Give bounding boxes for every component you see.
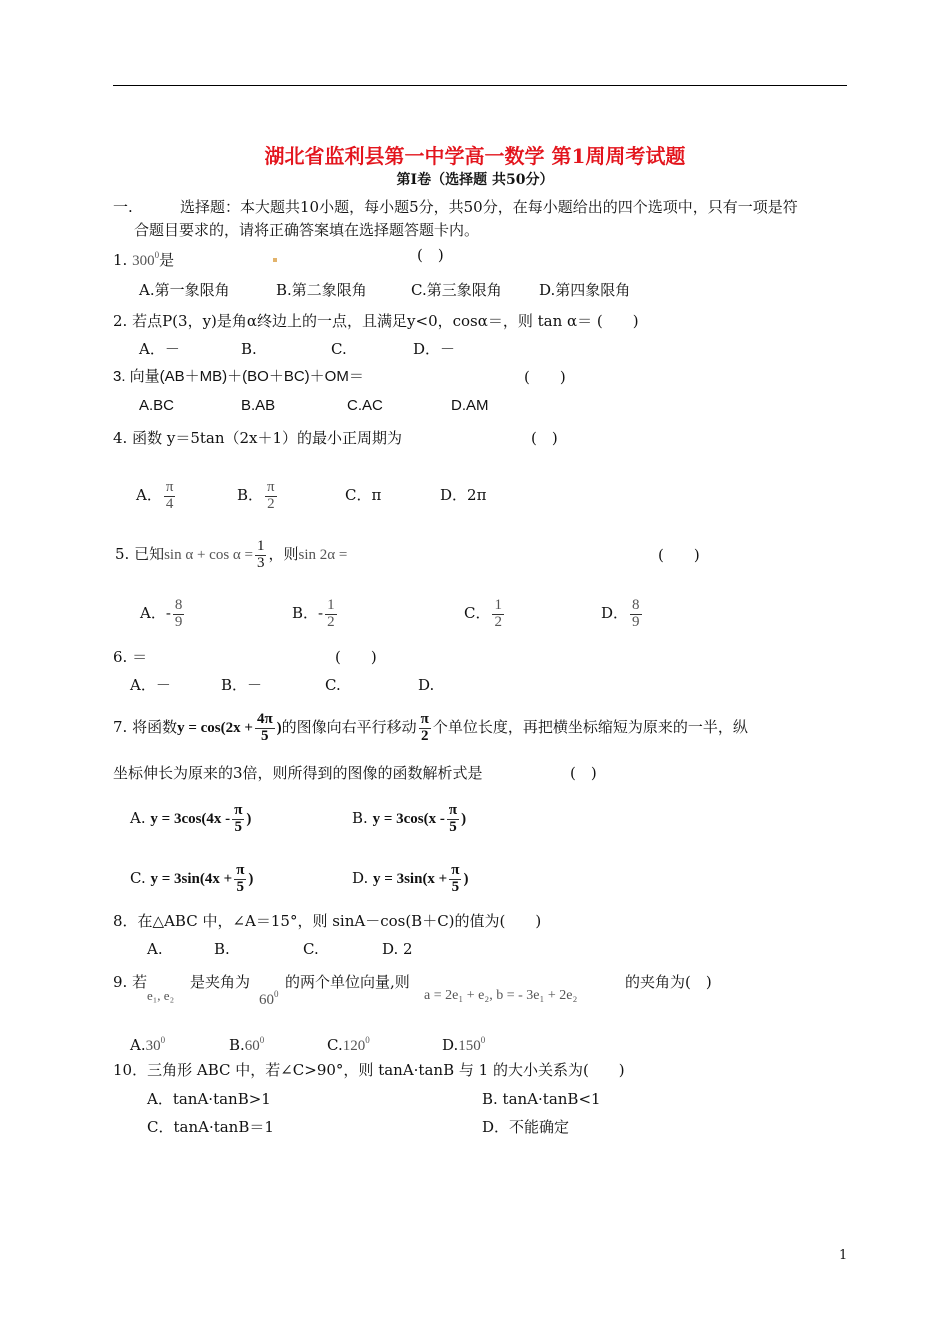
q7-paren: ( ) — [570, 764, 597, 782]
q5-option-b: B．- $\frac{1}{2}$ — [292, 596, 335, 630]
q4-option-a: A． $\frac{\pi}{4}$ — [136, 478, 174, 512]
q2-option-a: A．－ — [139, 340, 180, 358]
q1-number: 1. — [113, 251, 128, 269]
q7-function: y = cos(2x + — [177, 720, 253, 736]
q1-option-a: A.第一象限角 — [139, 281, 230, 299]
q8-option-a: A. — [147, 940, 163, 958]
q3-option-c: C.AC — [347, 397, 383, 414]
intro-label: 一. — [113, 198, 133, 216]
q9-vectors: e₁, e₂ — [147, 988, 175, 1003]
q9-angle: $60^0$ — [259, 989, 279, 1008]
q4-option-b: B． $\frac{\pi}{2}$ — [237, 478, 275, 512]
q4-option-d: D．2π — [440, 486, 487, 504]
q6-option-c: C. — [325, 676, 341, 694]
q9-mid: 是夹角为 — [190, 973, 251, 991]
q7-stem: 7. 将函数y = cos(2x + $\frac{4\pi}{5}$ )的图像向右平行移动 $\frac{\pi}{2}$ 个单位长度，再把横坐标缩短为原来的一半，纵 — [113, 710, 748, 744]
q1-angle: $300^0$ — [132, 250, 160, 269]
q4-paren: ( ) — [531, 429, 558, 447]
q1-option-c: C.第三象限角 — [411, 281, 502, 299]
mark-dot — [273, 258, 277, 262]
q3-paren: ( ) — [524, 368, 566, 386]
intro-line-2: 合题目要求的，请将正确答案填在选择题答题卡内。 — [134, 221, 480, 239]
q2-option-b: B. — [241, 340, 257, 358]
q10-option-a: A．tanA·tanB>1 — [147, 1090, 271, 1108]
q6-option-a: A．－ — [130, 676, 171, 694]
q7-line-2: 坐标伸长为原来的3倍，则所得到的图像的函数解析式是 — [113, 764, 483, 782]
q3-option-b: B.AB — [241, 397, 276, 414]
q4-stem: 4. 函数 y＝5tan（2x＋1）的最小正周期为 — [113, 429, 403, 447]
q5-paren: ( ) — [658, 546, 700, 564]
q8-stem: 8．在△ABC 中，∠A＝15°，则 sinA－cos(B＋C)的值为( ) — [113, 912, 542, 930]
q1-stem-text: 是 — [159, 251, 175, 269]
q3-option-d: D.AM — [451, 397, 489, 414]
q5-option-c: C． $\frac{1}{2}$ — [464, 596, 502, 630]
q7-option-b: B. y = 3cos(x - $\frac{\pi}{5}$ ) — [352, 801, 467, 835]
q9-option-d: D.150$^0$ — [442, 1035, 486, 1054]
q10-stem: 10．三角形 ABC 中，若∠C>90°，则 tanA·tanB 与 1 的大小关系为( ) — [113, 1061, 625, 1079]
q2-option-c: C. — [331, 340, 347, 358]
q9-tail: 的夹角为( ) — [625, 973, 712, 991]
q6-stem: 6. ＝ — [113, 648, 148, 666]
q10-option-c: C．tanA·tanB＝1 — [147, 1118, 274, 1136]
document-title: 湖北省监利县第一中学高一数学 第1周周考试题 — [264, 144, 686, 168]
q5-expression-2: sin 2α = — [298, 547, 348, 563]
q3-option-a: A.BC — [139, 397, 175, 414]
q5-fraction: $\frac{1}{3}$ — [256, 537, 265, 571]
q7-shift-fraction: $\frac{\pi}{2}$ — [420, 710, 429, 744]
q1-option-d: D.第四象限角 — [539, 281, 631, 299]
q1-option-b: B.第二象限角 — [276, 281, 367, 299]
page-number: 1 — [839, 1248, 848, 1263]
q9-option-b: $B.60^0$ — [229, 1035, 265, 1054]
q10-option-b: B. tanA·tanB<1 — [482, 1090, 601, 1108]
q4-option-c: C．π — [345, 486, 382, 504]
intro-line-1: 选择题：本大题共10小题，每小题5分，共50分，在每小题给出的四个选项中，只有一项是符 — [180, 198, 798, 216]
q2-stem: 2. 若点P(3，y)是角α终边上的一点，且满足y<0，cosα＝，则 tan α＝ ( ) — [113, 312, 639, 330]
q9-prefix: 9. 若 — [113, 973, 148, 991]
q5-option-d: D． $\frac{8}{9}$ — [601, 596, 640, 630]
q6-option-d: D. — [418, 676, 435, 694]
q3-stem: 3. 向量(AB＋MB)＋(BO＋BC)＋OM＝ — [113, 368, 364, 385]
q8-option-c: C. — [303, 940, 319, 958]
q8-option-d: D. 2 — [382, 940, 413, 958]
q4-option-b-fraction: $\frac{\pi}{2}$ — [267, 478, 275, 512]
q9-expression: a = 2e₁ + e₂, b = - 3e₁ + 2e₂ — [424, 988, 578, 1003]
q7-option-d: D. y = 3sin(x + $\frac{\pi}{5}$ ) — [352, 861, 469, 895]
q8-option-b: B. — [214, 940, 230, 958]
q9-option-a: $A.30^0$ — [130, 1035, 166, 1054]
q5-expression: sin α + cos α = — [164, 547, 253, 563]
header-rule — [113, 85, 847, 86]
q5-option-a: A．- $\frac{8}{9}$ — [140, 596, 183, 630]
q5-stem: 5. 已知sin α + cos α = $\frac{1}{3}$ ，则sin 2α = — [115, 537, 348, 571]
q6-paren: ( ) — [335, 648, 377, 666]
q1-stem — [113, 245, 174, 271]
q4-option-a-fraction: $\frac{\pi}{4}$ — [165, 478, 174, 512]
q9-option-c: C.120$^0$ — [327, 1035, 370, 1054]
q6-option-b: B．－ — [221, 676, 263, 694]
q7-option-c: C. y = 3sin(4x + $\frac{\pi}{5}$ ) — [130, 861, 254, 895]
q2-option-d: D．－ — [413, 340, 456, 358]
q10-option-d: D．不能确定 — [482, 1118, 570, 1136]
q9-mid-2: 的两个单位向量,则 — [285, 973, 410, 991]
q7-option-a: A. y = 3cos(4x - $\frac{\pi}{5}$ ) — [130, 801, 252, 835]
section-subtitle: 第Ⅰ卷（选择题 共50分） — [396, 172, 554, 188]
q1-paren: ( ) — [417, 246, 444, 264]
